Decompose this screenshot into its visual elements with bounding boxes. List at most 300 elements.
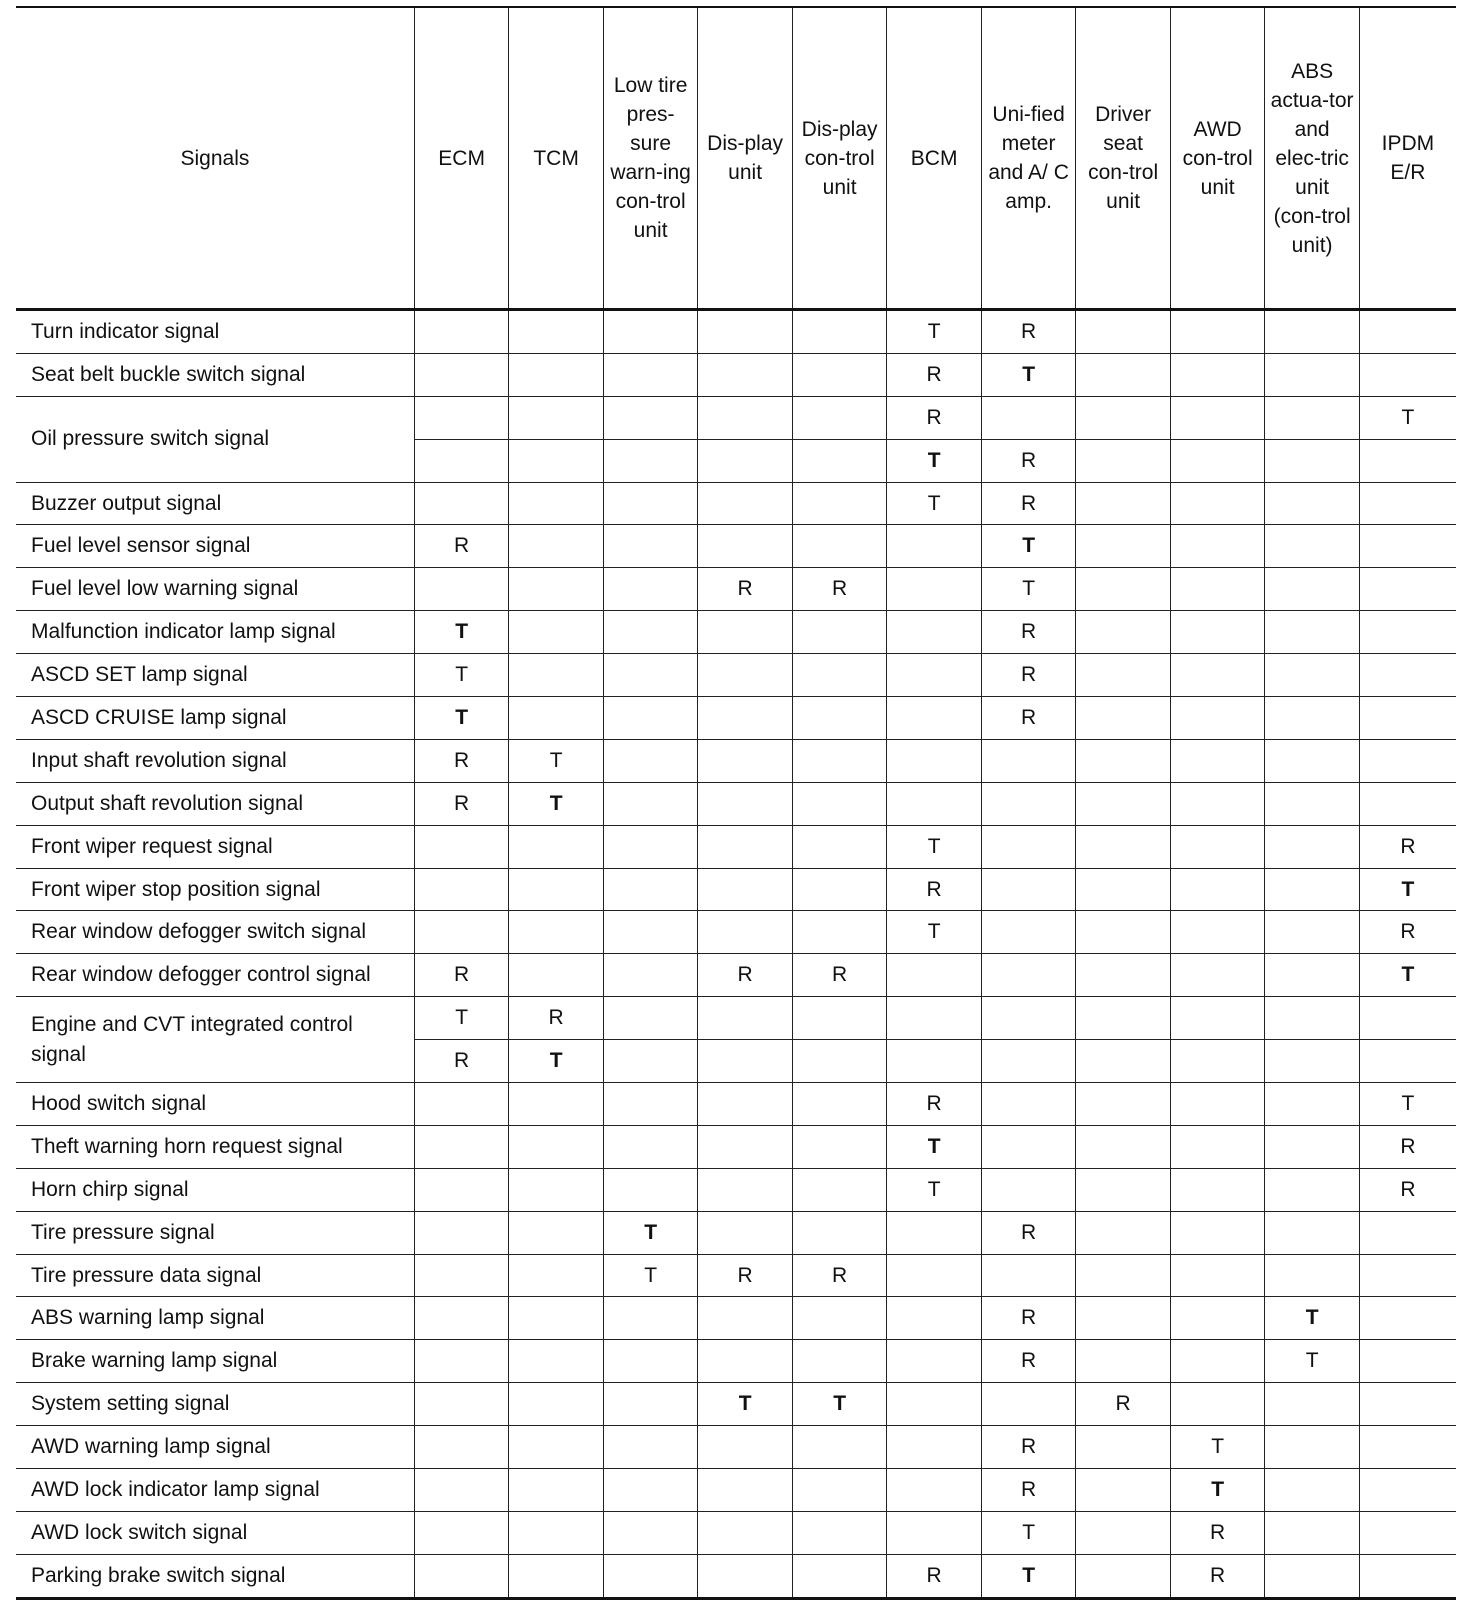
col-header-ipdm-er: IPDM E/R <box>1359 7 1456 310</box>
signal-cell <box>1359 911 1456 954</box>
col-header-signals: Signals <box>16 7 414 310</box>
signal-cell <box>1359 868 1456 911</box>
signal-cell <box>887 482 982 525</box>
signal-direction: T <box>927 1177 941 1201</box>
signal-cell <box>414 697 509 740</box>
signal-cell <box>1265 1125 1360 1168</box>
signal-direction: R <box>832 577 848 601</box>
signal-cell <box>414 782 509 825</box>
table-row <box>16 1426 1456 1469</box>
signal-direction: T <box>455 620 469 644</box>
signal-cell <box>603 1254 698 1297</box>
signal-direction: T <box>549 1049 563 1073</box>
signal-cell <box>698 1426 793 1469</box>
signal-direction: R <box>832 963 848 987</box>
col-header-tcm: TCM <box>509 7 604 310</box>
signal-cell <box>1265 310 1360 354</box>
signal-cell <box>414 1254 509 1297</box>
signal-cell <box>1359 697 1456 740</box>
table-row <box>16 825 1456 868</box>
signal-cell <box>509 654 604 697</box>
signal-cell <box>981 1168 1076 1211</box>
signal-cell <box>509 868 604 911</box>
signal-cell <box>414 310 509 354</box>
table-row <box>16 482 1456 525</box>
signal-direction: T <box>1401 963 1415 987</box>
signal-cell <box>1170 739 1265 782</box>
signal-cell <box>1265 611 1360 654</box>
table-row <box>16 568 1456 611</box>
signal-cell <box>1170 611 1265 654</box>
signal-table <box>16 6 1456 1600</box>
signal-name-cell: AWD lock switch signal <box>16 1511 414 1554</box>
signal-cell <box>792 911 887 954</box>
signal-cell <box>509 739 604 782</box>
signal-name-cell: Seat belt buckle switch signal <box>16 353 414 396</box>
signal-cell <box>698 568 793 611</box>
signal-direction: R <box>1021 1220 1037 1244</box>
signal-cell <box>414 1040 509 1083</box>
signal-cell <box>1265 1297 1360 1340</box>
signal-direction: R <box>1115 1392 1131 1416</box>
signal-cell <box>1265 1083 1360 1126</box>
signal-cell <box>509 1211 604 1254</box>
signal-direction: R <box>1021 1435 1037 1459</box>
signal-cell <box>887 1426 982 1469</box>
signal-cell <box>698 525 793 568</box>
signal-name-cell: Rear window defogger control signal <box>16 954 414 997</box>
header-row <box>16 7 1456 310</box>
signal-cell <box>509 782 604 825</box>
signal-cell <box>1170 525 1265 568</box>
signal-cell <box>1170 1511 1265 1554</box>
signal-direction: R <box>454 748 470 772</box>
signal-cell <box>1359 353 1456 396</box>
signal-cell <box>1076 868 1171 911</box>
table-row <box>16 868 1456 911</box>
signal-direction: R <box>737 577 753 601</box>
signal-cell <box>603 654 698 697</box>
signal-cell <box>1170 868 1265 911</box>
signal-cell <box>603 525 698 568</box>
signal-direction: R <box>1021 620 1037 644</box>
signal-cell <box>414 1211 509 1254</box>
signal-cell <box>887 310 982 354</box>
signal-cell <box>603 1511 698 1554</box>
signal-cell <box>887 1469 982 1512</box>
signal-cell <box>603 911 698 954</box>
signal-cell <box>792 396 887 439</box>
signal-cell <box>792 1125 887 1168</box>
signal-cell <box>603 782 698 825</box>
signal-cell <box>887 911 982 954</box>
signal-direction: T <box>549 748 563 772</box>
signal-name-cell: Malfunction indicator lamp signal <box>16 611 414 654</box>
col-header-ecm: ECM <box>414 7 509 310</box>
signal-cell <box>509 1426 604 1469</box>
col-header-driver-seat-control-unit: Driver seat con-trol unit <box>1076 7 1171 310</box>
signal-direction: T <box>1401 877 1415 901</box>
signal-direction: R <box>737 963 753 987</box>
signal-cell <box>1170 825 1265 868</box>
signal-cell <box>792 310 887 354</box>
signal-cell <box>509 1469 604 1512</box>
signal-cell <box>698 1125 793 1168</box>
signal-name-cell: Output shaft revolution signal <box>16 782 414 825</box>
signal-cell <box>414 353 509 396</box>
signal-cell <box>1076 439 1171 482</box>
signal-cell <box>698 1211 793 1254</box>
signal-cell <box>414 954 509 997</box>
signal-name-cell: Input shaft revolution signal <box>16 739 414 782</box>
signal-cell <box>698 1554 793 1598</box>
signal-cell <box>792 697 887 740</box>
signal-cell <box>603 997 698 1040</box>
signal-cell <box>698 1083 793 1126</box>
signal-direction: R <box>1400 1177 1416 1201</box>
signal-cell <box>887 1340 982 1383</box>
signal-cell <box>981 954 1076 997</box>
signal-cell <box>414 1125 509 1168</box>
signal-cell <box>414 825 509 868</box>
signal-cell <box>1265 739 1360 782</box>
table-row <box>16 611 1456 654</box>
signal-direction: R <box>454 534 470 558</box>
signal-cell <box>603 868 698 911</box>
signal-cell <box>981 611 1076 654</box>
signal-cell <box>414 911 509 954</box>
signal-cell <box>414 525 509 568</box>
signal-cell <box>1265 1254 1360 1297</box>
signal-cell <box>698 1254 793 1297</box>
signal-cell <box>1170 568 1265 611</box>
signal-cell <box>414 1426 509 1469</box>
signal-cell <box>792 1297 887 1340</box>
signal-cell <box>1265 1383 1360 1426</box>
signal-direction: R <box>926 1563 942 1587</box>
signal-cell <box>792 1426 887 1469</box>
signal-cell <box>1265 1554 1360 1598</box>
signal-direction: T <box>455 705 469 729</box>
signal-direction: T <box>644 1263 658 1287</box>
signal-direction: T <box>455 1006 469 1030</box>
table-row <box>16 1168 1456 1211</box>
signal-name-cell: ABS warning lamp signal <box>16 1297 414 1340</box>
signal-cell <box>698 868 793 911</box>
signal-cell <box>1170 1297 1265 1340</box>
signal-cell <box>1076 611 1171 654</box>
signal-cell <box>1265 396 1360 439</box>
table-row <box>16 1383 1456 1426</box>
signal-cell <box>509 525 604 568</box>
signal-cell <box>1359 782 1456 825</box>
signal-cell <box>1359 568 1456 611</box>
signal-cell <box>981 482 1076 525</box>
signal-cell <box>509 353 604 396</box>
signal-cell <box>698 654 793 697</box>
signal-direction: R <box>1021 491 1037 515</box>
signal-direction: T <box>644 1220 658 1244</box>
signal-cell <box>509 911 604 954</box>
signal-cell <box>509 1125 604 1168</box>
signal-cell <box>792 1340 887 1383</box>
signal-name-cell: System setting signal <box>16 1383 414 1426</box>
signal-direction: T <box>1022 362 1036 386</box>
table-row <box>16 1211 1456 1254</box>
signal-name-cell: Buzzer output signal <box>16 482 414 525</box>
signal-cell <box>509 482 604 525</box>
signal-cell <box>887 1383 982 1426</box>
signal-cell <box>1359 1254 1456 1297</box>
signal-cell <box>792 353 887 396</box>
signal-cell <box>981 997 1076 1040</box>
signal-cell <box>1170 697 1265 740</box>
signal-cell <box>981 1469 1076 1512</box>
signal-cell <box>1076 1340 1171 1383</box>
signal-cell <box>1170 1254 1265 1297</box>
signal-cell <box>698 782 793 825</box>
table-row <box>16 525 1456 568</box>
signal-name-cell: Tire pressure signal <box>16 1211 414 1254</box>
signal-cell <box>981 1297 1076 1340</box>
signal-cell <box>981 868 1076 911</box>
signal-cell <box>603 1340 698 1383</box>
signal-direction: R <box>1021 448 1037 472</box>
signal-cell <box>603 1469 698 1512</box>
signal-cell <box>1265 997 1360 1040</box>
signal-cell <box>1359 1125 1456 1168</box>
signal-cell <box>698 310 793 354</box>
signal-cell <box>414 396 509 439</box>
signal-cell <box>698 482 793 525</box>
signal-cell <box>509 1511 604 1554</box>
signal-cell <box>1076 739 1171 782</box>
signal-cell <box>887 1297 982 1340</box>
signal-cell <box>1076 568 1171 611</box>
signal-cell <box>603 310 698 354</box>
signal-cell <box>1359 1297 1456 1340</box>
signal-cell <box>509 611 604 654</box>
signal-cell <box>981 1125 1076 1168</box>
signal-cell <box>1359 1426 1456 1469</box>
table-row <box>16 739 1456 782</box>
signal-cell <box>1076 1211 1171 1254</box>
signal-cell <box>1359 1383 1456 1426</box>
signal-cell <box>1076 1469 1171 1512</box>
signal-cell <box>792 1383 887 1426</box>
signal-cell <box>414 482 509 525</box>
signal-direction: T <box>1401 1091 1415 1115</box>
table-row <box>16 1125 1456 1168</box>
signal-cell <box>887 353 982 396</box>
signal-cell <box>1076 997 1171 1040</box>
signal-cell <box>887 1083 982 1126</box>
signal-cell <box>887 439 982 482</box>
signal-cell <box>1265 1340 1360 1383</box>
signal-cell <box>414 739 509 782</box>
signal-cell <box>1076 654 1171 697</box>
signal-cell <box>981 697 1076 740</box>
signal-name-cell: Turn indicator signal <box>16 310 414 354</box>
signal-cell <box>1265 654 1360 697</box>
signal-direction: R <box>1400 1134 1416 1158</box>
table-row <box>16 911 1456 954</box>
signal-cell <box>981 1554 1076 1598</box>
signal-cell <box>1265 911 1360 954</box>
signal-cell <box>887 739 982 782</box>
signal-cell <box>509 825 604 868</box>
table-row <box>16 654 1456 697</box>
signal-direction: R <box>926 405 942 429</box>
signal-direction: T <box>1401 405 1415 429</box>
signal-cell <box>792 1168 887 1211</box>
signal-cell <box>603 1168 698 1211</box>
signal-direction: T <box>455 663 469 687</box>
signal-cell <box>698 954 793 997</box>
signal-cell <box>887 697 982 740</box>
signal-cell <box>1076 1554 1171 1598</box>
signal-cell <box>698 1469 793 1512</box>
signal-name-cell: Tire pressure data signal <box>16 1254 414 1297</box>
signal-cell <box>792 739 887 782</box>
signal-direction: R <box>454 1049 470 1073</box>
signal-cell <box>887 868 982 911</box>
signal-cell <box>1359 482 1456 525</box>
signal-direction: T <box>927 491 941 515</box>
signal-cell <box>509 697 604 740</box>
signal-name-cell: Hood switch signal <box>16 1083 414 1126</box>
col-header-unified-meter-ac-amp: Uni-fied meter and A/ C amp. <box>981 7 1076 310</box>
signal-cell <box>792 1083 887 1126</box>
col-header-display-control-unit: Dis-play con-trol unit <box>792 7 887 310</box>
signal-direction: T <box>1022 1563 1036 1587</box>
signal-cell <box>1170 782 1265 825</box>
signal-direction: R <box>454 791 470 815</box>
signal-cell <box>1076 1383 1171 1426</box>
signal-cell <box>792 868 887 911</box>
signal-cell <box>603 482 698 525</box>
table-row <box>16 697 1456 740</box>
table-row <box>16 954 1456 997</box>
table-row <box>16 310 1456 354</box>
signal-cell <box>414 568 509 611</box>
table-row <box>16 1469 1456 1512</box>
signal-cell <box>1265 868 1360 911</box>
signal-cell <box>509 310 604 354</box>
signal-cell <box>603 1554 698 1598</box>
table-row <box>16 1297 1456 1340</box>
signal-cell <box>603 1426 698 1469</box>
signal-cell <box>698 997 793 1040</box>
signal-cell <box>792 654 887 697</box>
signal-name-cell: Fuel level sensor signal <box>16 525 414 568</box>
signal-cell <box>509 1083 604 1126</box>
signal-cell <box>1170 1340 1265 1383</box>
signal-name-cell: Fuel level low warning signal <box>16 568 414 611</box>
signal-cell <box>792 439 887 482</box>
signal-cell <box>887 1254 982 1297</box>
signal-cell <box>603 825 698 868</box>
signal-cell <box>509 439 604 482</box>
signal-cell <box>1076 697 1171 740</box>
signal-name-cell: Theft warning horn request signal <box>16 1125 414 1168</box>
col-header-awd-control-unit: AWD con-trol unit <box>1170 7 1265 310</box>
signal-cell <box>981 353 1076 396</box>
signal-name-cell: Horn chirp signal <box>16 1168 414 1211</box>
signal-cell <box>414 1511 509 1554</box>
signal-cell <box>1359 525 1456 568</box>
signal-direction: R <box>1021 319 1037 343</box>
signal-cell <box>1170 1168 1265 1211</box>
col-header-low-tire-pressure-warning-control-unit: Low tire pres-sure warn-ing con-trol unit <box>603 7 698 310</box>
signal-name-cell: Parking brake switch signal <box>16 1554 414 1598</box>
signal-cell <box>414 1168 509 1211</box>
signal-direction: R <box>1400 834 1416 858</box>
signal-cell <box>887 654 982 697</box>
signal-cell <box>981 1211 1076 1254</box>
signal-cell <box>887 1511 982 1554</box>
signal-direction: R <box>1021 1477 1037 1501</box>
signal-cell <box>1170 654 1265 697</box>
signal-direction: T <box>833 1392 847 1416</box>
signal-cell <box>981 782 1076 825</box>
signal-cell <box>792 1469 887 1512</box>
table-row <box>16 1340 1456 1383</box>
signal-cell <box>1359 396 1456 439</box>
signal-cell <box>1170 1040 1265 1083</box>
signal-cell <box>981 1511 1076 1554</box>
col-header-abs-actuator-electric-unit: ABS actua-tor and elec-tric unit (con-trol unit) <box>1265 7 1360 310</box>
signal-cell <box>509 568 604 611</box>
signal-cell <box>1359 997 1456 1040</box>
table-row <box>16 1083 1456 1126</box>
signal-cell <box>887 525 982 568</box>
signal-cell <box>698 739 793 782</box>
signal-cell <box>981 439 1076 482</box>
table-row <box>16 1554 1456 1598</box>
signal-cell <box>981 568 1076 611</box>
signal-direction: T <box>1022 1520 1036 1544</box>
signal-cell <box>1265 568 1360 611</box>
signal-direction: R <box>1021 1306 1037 1330</box>
signal-cell <box>1170 353 1265 396</box>
signal-cell <box>1359 739 1456 782</box>
signal-cell <box>792 525 887 568</box>
signal-cell <box>1359 825 1456 868</box>
signal-cell <box>603 1083 698 1126</box>
signal-cell <box>698 1383 793 1426</box>
signal-cell <box>981 825 1076 868</box>
signal-cell <box>509 1383 604 1426</box>
signal-cell <box>1076 482 1171 525</box>
table-row <box>16 1511 1456 1554</box>
signal-cell <box>887 1125 982 1168</box>
signal-cell <box>1359 611 1456 654</box>
signal-cell <box>1076 1040 1171 1083</box>
signal-name-cell: Oil pressure switch signal <box>16 396 414 482</box>
signal-direction: R <box>1210 1563 1226 1587</box>
signal-cell <box>1076 954 1171 997</box>
signal-cell <box>1076 525 1171 568</box>
signal-cell <box>887 396 982 439</box>
signal-cell <box>981 1340 1076 1383</box>
signal-direction: T <box>927 1134 941 1158</box>
signal-cell <box>698 1340 793 1383</box>
signal-cell <box>698 697 793 740</box>
signal-cell <box>1265 697 1360 740</box>
signal-cell <box>1076 1426 1171 1469</box>
signal-cell <box>887 1168 982 1211</box>
